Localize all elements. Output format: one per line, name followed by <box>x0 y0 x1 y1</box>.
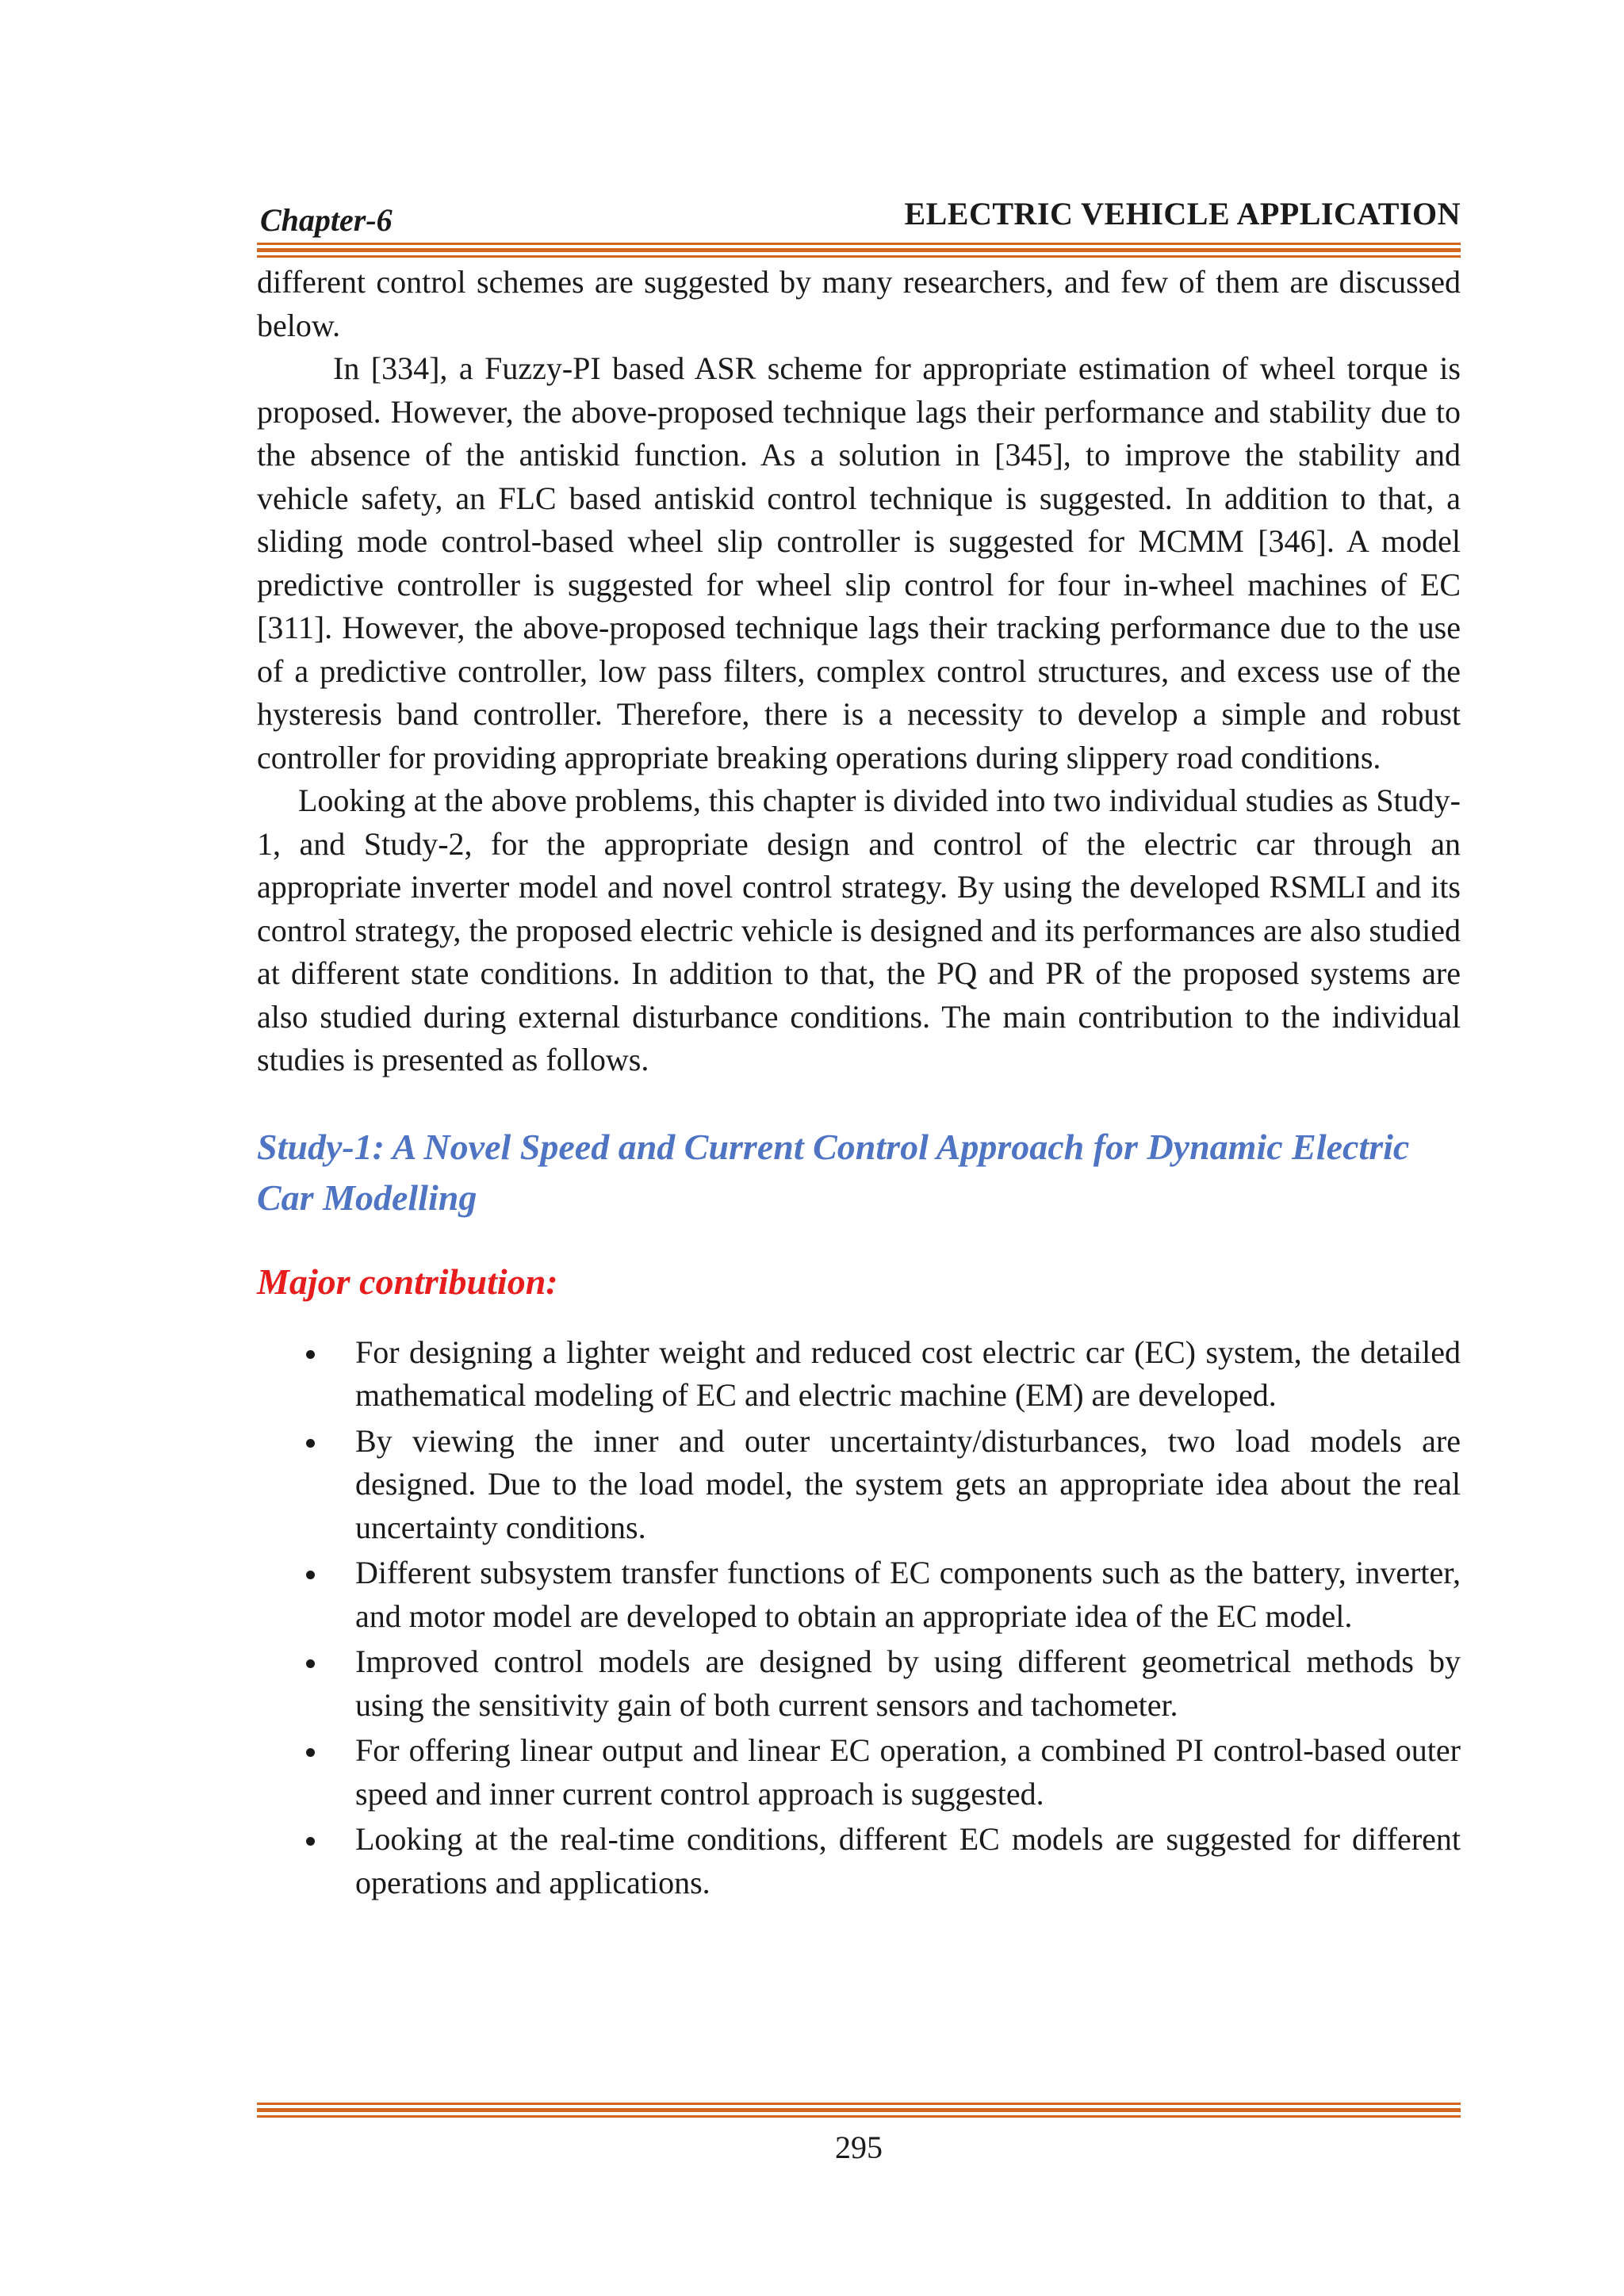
bullet-icon <box>306 1571 315 1579</box>
header-rule <box>257 243 1461 258</box>
paragraph: Looking at the above problems, this chapter is divided into two individual studies as Study-1, and Study-2, for the appropriate design and control of the electric car through an appropriate inverter model and novel control strategy. By using the developed RSMLI and its control strategy, the proposed electric vehicle is designed and its performances are also studied at different state conditions. In addition to that, the PQ and PR of the proposed systems are also studied during external disturbance conditions. The main contribution to the individual studies is presented as follows. <box>257 783 1461 1077</box>
paragraph: different control schemes are suggested by many researchers, and few of them are discussed below. <box>257 264 1461 343</box>
running-footer <box>257 2103 1461 2166</box>
page-number: 295 <box>835 2130 883 2165</box>
list-item <box>257 1640 1461 1727</box>
body-text <box>257 261 1461 1082</box>
bullet-icon <box>306 1350 315 1359</box>
list-item <box>257 1552 1461 1638</box>
contribution-list <box>257 1331 1461 1905</box>
list-item <box>257 1331 1461 1418</box>
list-item-text: By viewing the inner and outer uncertainty/disturbances, two load models are designed. Due to the load model, the system gets an appropriate idea about the real uncertainty conditions. <box>355 1422 1461 1545</box>
bullet-icon <box>306 1659 315 1668</box>
list-item-text: Looking at the real-time conditions, different EC models are suggested for different operations and applications. <box>355 1821 1461 1900</box>
page-content <box>257 190 1461 1907</box>
list-item-text: Improved control models are designed by using different geometrical methods by using the sensitivity gain of both current sensors and tachometer. <box>355 1644 1461 1723</box>
bullet-icon <box>306 1748 315 1757</box>
list-item <box>257 1729 1461 1816</box>
list-item <box>257 1420 1461 1550</box>
chapter-label: Chapter-6 <box>260 202 393 238</box>
chapter-title: ELECTRIC VEHICLE APPLICATION <box>904 196 1461 232</box>
list-item-text: Different subsystem transfer functions of EC components such as the battery, inverter, and motor model are developed to obtain an appropriate idea of the EC model. <box>355 1555 1461 1634</box>
paragraph: In [334], a Fuzzy-PI based ASR scheme for appropriate estimation of wheel torque is proposed. However, the above-proposed technique lags their performance and stability due to the absence of the antiskid function. As a solution in [345], to improve the stability and vehicle safety, an FLC based antiskid control technique is suggested. In addition to that, a sliding mode control-based wheel slip controller is suggested for MCMM [346]. A model predictive controller is suggested for wheel slip control for four in-wheel machines of EC [311]. However, the above-proposed technique lags their tracking performance due to the use of a predictive controller, low pass filters, complex control structures, and excess use of the hysteresis band controller. Therefore, there is a necessity to develop a simple and robust controller for providing appropriate breaking operations during slippery road conditions. <box>257 350 1461 775</box>
study-heading: Study-1: A Novel Speed and Current Control Approach for Dynamic Electric Car Modelling <box>257 1126 1410 1218</box>
list-item-text: For offering linear output and linear EC operation, a combined PI control-based outer speed and inner current control approach is suggested. <box>355 1732 1461 1812</box>
running-header <box>257 190 1461 239</box>
list-item <box>257 1818 1461 1904</box>
bullet-icon <box>306 1837 315 1846</box>
bullet-icon <box>306 1439 315 1448</box>
contribution-heading: Major contribution: <box>257 1261 558 1302</box>
list-item-text: For designing a lighter weight and reduced cost electric car (EC) system, the detailed mathematical modeling of EC and electric machine (EM) are developed. <box>355 1334 1461 1413</box>
footer-rule <box>257 2103 1461 2118</box>
